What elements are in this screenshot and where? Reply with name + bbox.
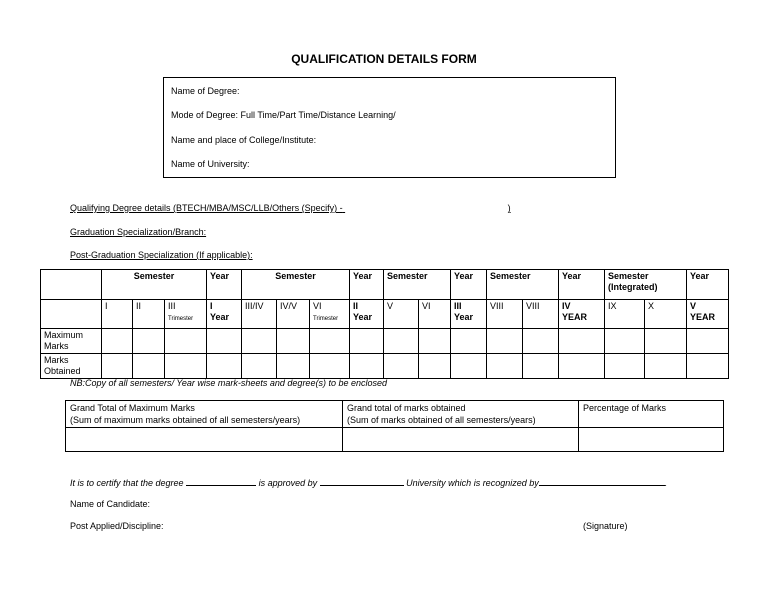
marks-cell[interactable] <box>165 329 207 354</box>
marks-cell[interactable] <box>384 329 419 354</box>
name-of-degree-label: Name of Degree: <box>171 86 240 96</box>
marks-cell[interactable] <box>451 329 487 354</box>
trimester-note: Trimester <box>168 316 194 322</box>
grand-total-obtained-header: Grand total of marks obtained (Sum of marks obtained of all semesters/years) <box>343 401 579 428</box>
grand-total-max-cell[interactable] <box>66 428 343 452</box>
semester-header: Semester <box>487 270 559 300</box>
graduation-specialization-label: Graduation Specialization/Branch: <box>70 227 207 237</box>
year-header: Year <box>559 270 605 300</box>
marks-cell[interactable] <box>102 329 133 354</box>
maximum-marks-row <box>41 329 729 354</box>
marks-cell[interactable] <box>207 354 242 379</box>
marks-cell[interactable] <box>310 354 350 379</box>
certify-text-3: University which is recognized by <box>406 478 539 488</box>
form-title: QUALIFICATION DETAILS FORM <box>291 52 477 66</box>
marks-cell[interactable] <box>523 329 559 354</box>
university-label: Name of University: <box>171 159 250 169</box>
marks-cell[interactable] <box>102 354 133 379</box>
marks-cell[interactable] <box>384 354 419 379</box>
mode-of-degree-label: Mode of Degree: Full Time/Part Time/Distance Learning/ <box>171 110 396 120</box>
totals-header-row <box>66 401 724 428</box>
year-col-header: II Year <box>350 300 384 329</box>
marks-cell[interactable] <box>487 329 523 354</box>
marks-obtained-row <box>41 354 729 379</box>
marks-cell[interactable] <box>165 354 207 379</box>
sem-col-header: X <box>645 300 687 329</box>
sem-col-header: VIII <box>487 300 523 329</box>
marks-cell[interactable] <box>419 329 451 354</box>
marks-cell[interactable] <box>207 329 242 354</box>
marks-cell[interactable] <box>242 354 277 379</box>
marks-cell[interactable] <box>559 354 605 379</box>
marks-cell[interactable] <box>605 329 645 354</box>
year-header: Year <box>207 270 242 300</box>
qualifying-degree-close: ) <box>507 203 511 213</box>
post-applied-label: Post Applied/Discipline: <box>70 521 164 531</box>
row-label-cell <box>41 300 102 329</box>
marks-cell[interactable] <box>645 354 687 379</box>
candidate-name-label: Name of Candidate: <box>70 499 151 509</box>
marks-cell[interactable] <box>133 354 165 379</box>
certify-text-4: . <box>664 478 668 488</box>
marks-cell[interactable] <box>350 329 384 354</box>
sem-col-header: V <box>384 300 419 329</box>
totals-table <box>65 400 724 452</box>
certification-line <box>70 476 667 488</box>
marks-table <box>40 269 729 379</box>
qualifying-degree-label: Qualifying Degree details (BTECH/MBA/MSC/LLB/Others (Specify) - <box>70 203 343 213</box>
corner-cell <box>41 270 102 300</box>
sem-col-header: III Trimester <box>165 300 207 329</box>
degree-blank[interactable] <box>186 476 256 486</box>
year-header: Year <box>350 270 384 300</box>
marks-cell[interactable] <box>277 329 310 354</box>
percentage-header: Percentage of Marks <box>579 401 724 428</box>
marks-header-row-2 <box>41 300 729 329</box>
sem-col-header: VI Trimester <box>310 300 350 329</box>
marks-cell[interactable] <box>559 329 605 354</box>
marks-cell[interactable] <box>687 329 729 354</box>
year-header: Year <box>451 270 487 300</box>
row-label: Marks Obtained <box>41 354 102 379</box>
year-col-header: V YEAR <box>687 300 729 329</box>
post-graduation-specialization-label: Post-Graduation Specialization (If applicable): <box>70 250 253 260</box>
sem-col-header: I <box>102 300 133 329</box>
sem-col-header: IV/V <box>277 300 310 329</box>
year-col-header: III Year <box>451 300 487 329</box>
marks-cell[interactable] <box>419 354 451 379</box>
enclosure-note: NB:Copy of all semesters/ Year wise mark-sheets and degree(s) to be enclosed <box>70 378 387 388</box>
sem-col-header: VIII <box>523 300 559 329</box>
college-label: Name and place of College/Institute: <box>171 135 317 145</box>
marks-cell[interactable] <box>687 354 729 379</box>
marks-cell[interactable] <box>451 354 487 379</box>
approver-blank[interactable] <box>320 476 404 486</box>
marks-cell[interactable] <box>487 354 523 379</box>
marks-cell[interactable] <box>277 354 310 379</box>
totals-value-row <box>66 428 724 452</box>
year-col-header: I Year <box>207 300 242 329</box>
signature-label: (Signature) <box>583 521 628 531</box>
marks-cell[interactable] <box>605 354 645 379</box>
degree-info-box <box>163 77 616 178</box>
sem-col-header: II <box>133 300 165 329</box>
marks-cell[interactable] <box>310 329 350 354</box>
trimester-note: Trimester <box>313 316 339 322</box>
row-label: Maximum Marks <box>41 329 102 354</box>
grand-total-obtained-cell[interactable] <box>343 428 579 452</box>
semester-header: Semester <box>384 270 451 300</box>
semester-header: Semester <box>102 270 207 300</box>
grand-total-max-header: Grand Total of Maximum Marks (Sum of maximum marks obtained of all semesters/years) <box>66 401 343 428</box>
qualifying-degree-line <box>70 203 511 213</box>
marks-header-row-1 <box>41 270 729 300</box>
marks-cell[interactable] <box>350 354 384 379</box>
sem-col-header: VI <box>419 300 451 329</box>
year-header: Year <box>687 270 729 300</box>
recognition-blank[interactable] <box>539 476 665 486</box>
percentage-cell[interactable] <box>579 428 724 452</box>
certify-text-2: is approved by <box>258 478 318 488</box>
marks-cell[interactable] <box>242 329 277 354</box>
marks-cell[interactable] <box>645 329 687 354</box>
marks-cell[interactable] <box>133 329 165 354</box>
qualifying-degree-blank[interactable] <box>343 203 508 213</box>
semester-header: Semester <box>242 270 350 300</box>
semester-integrated-header: Semester (Integrated) <box>605 270 687 300</box>
sem-col-header: III/IV <box>242 300 277 329</box>
year-col-header: IV YEAR <box>559 300 605 329</box>
marks-cell[interactable] <box>523 354 559 379</box>
certify-text-1: It is to certify that the degree <box>70 478 184 488</box>
sem-col-header: IX <box>605 300 645 329</box>
